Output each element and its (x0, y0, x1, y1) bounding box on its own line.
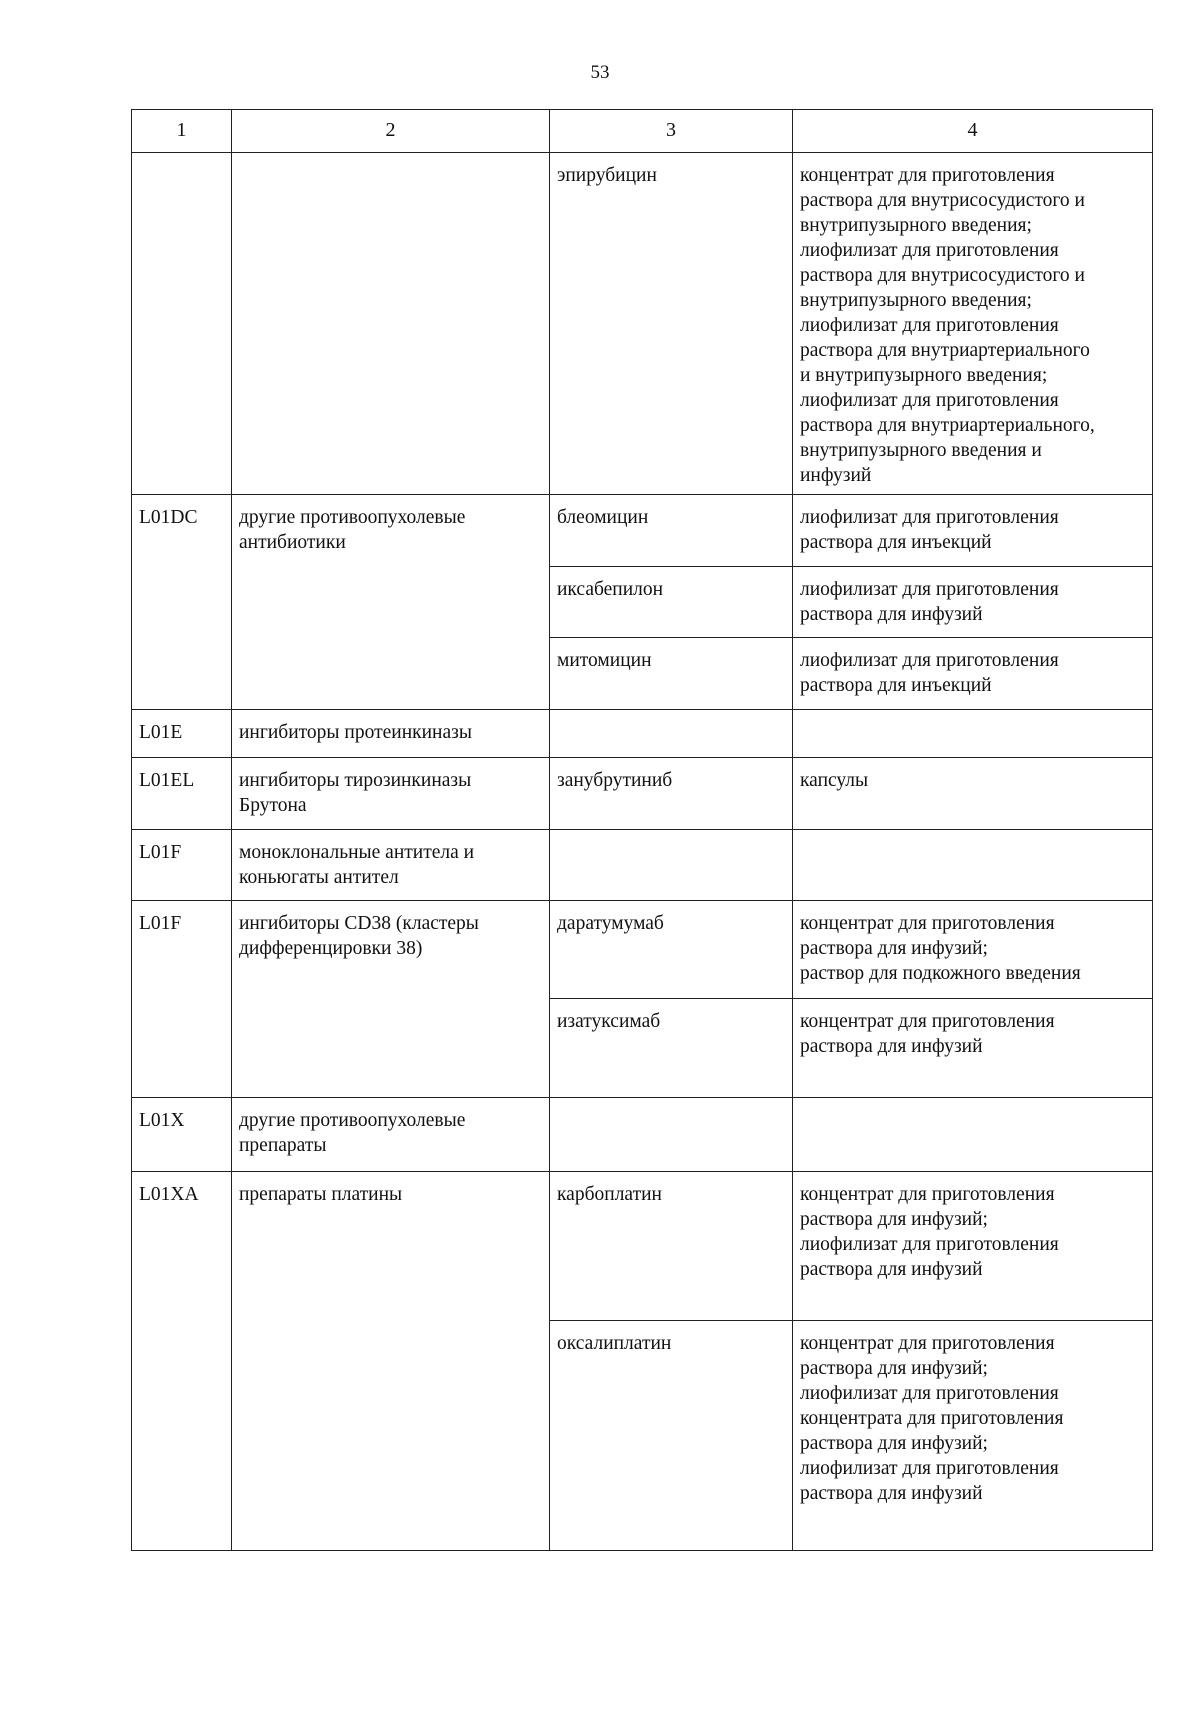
form-cell (793, 710, 1153, 758)
page-number: 53 (590, 62, 610, 83)
drug-cell: оксалиплатин (550, 1321, 793, 1551)
form-cell: концентрат для приготовления раствора для инфузий; лиофилизат для приготовления концентрата для приготовления раствора для инфузий; лиофилизат для приготовления раствора для инфузий (793, 1321, 1153, 1551)
drug-cell: карбоплатин (550, 1172, 793, 1321)
table-row (132, 758, 1153, 830)
drug-cell (550, 1098, 793, 1172)
table-row (132, 901, 1153, 999)
group-cell: препараты платины (232, 1172, 550, 1551)
group-cell: другие противоопухолевые антибиотики (232, 495, 550, 710)
drug-cell: изатуксимаб (550, 999, 793, 1098)
drug-table (131, 109, 1153, 1551)
form-cell: капсулы (793, 758, 1153, 830)
form-cell: концентрат для приготовления раствора для инфузий (793, 999, 1153, 1098)
atc-code-cell: L01E (132, 710, 232, 758)
drug-cell: митомицин (550, 638, 793, 710)
table-header-row (132, 110, 1153, 153)
table-row (132, 1172, 1153, 1321)
form-cell (793, 830, 1153, 901)
drug-cell: блеомицин (550, 495, 793, 567)
table-row (132, 153, 1153, 495)
table-row (132, 710, 1153, 758)
column-header: 2 (232, 110, 550, 153)
drug-cell (550, 830, 793, 901)
atc-code-cell: L01F (132, 901, 232, 1098)
form-cell: концентрат для приготовления раствора для инфузий; лиофилизат для приготовления раствора для инфузий (793, 1172, 1153, 1321)
form-cell: концентрат для приготовления раствора для инфузий; раствор для подкожного введения (793, 901, 1153, 999)
atc-code-cell: L01F (132, 830, 232, 901)
form-cell: концентрат для приготовления раствора для внутрисосудистого и внутрипузырного введения; лиофилизат для приготовления раствора для внутрисосудистого и внутрипузырного введения; лиофилизат для приготовления раствора для внутриартериального и внутрипузырного введения; лиофилизат для приготовления раствора для внутриартериального, внутрипузырного введения и инфузий (793, 153, 1153, 495)
column-header: 1 (132, 110, 232, 153)
atc-code-cell: L01EL (132, 758, 232, 830)
table-row (132, 495, 1153, 567)
atc-code-cell: L01DC (132, 495, 232, 710)
form-cell: лиофилизат для приготовления раствора для инъекций (793, 638, 1153, 710)
group-cell: моноклональные антитела и коньюгаты антител (232, 830, 550, 901)
table-row (132, 1098, 1153, 1172)
drug-cell: эпирубицин (550, 153, 793, 495)
column-header: 4 (793, 110, 1153, 153)
group-cell: ингибиторы протеинкиназы (232, 710, 550, 758)
form-cell: лиофилизат для приготовления раствора для инъекций (793, 495, 1153, 567)
group-cell: другие противоопухолевые препараты (232, 1098, 550, 1172)
group-cell (232, 153, 550, 495)
form-cell (793, 1098, 1153, 1172)
drug-cell: занубрутиниб (550, 758, 793, 830)
group-cell: ингибиторы CD38 (кластеры дифференцировки 38) (232, 901, 550, 1098)
atc-code-cell (132, 153, 232, 495)
atc-code-cell: L01XA (132, 1172, 232, 1551)
drug-cell: иксабепилон (550, 567, 793, 638)
drug-cell (550, 710, 793, 758)
table-row (132, 830, 1153, 901)
atc-code-cell: L01X (132, 1098, 232, 1172)
drug-cell: даратумумаб (550, 901, 793, 999)
column-header: 3 (550, 110, 793, 153)
group-cell: ингибиторы тирозинкиназы Брутона (232, 758, 550, 830)
form-cell: лиофилизат для приготовления раствора для инфузий (793, 567, 1153, 638)
